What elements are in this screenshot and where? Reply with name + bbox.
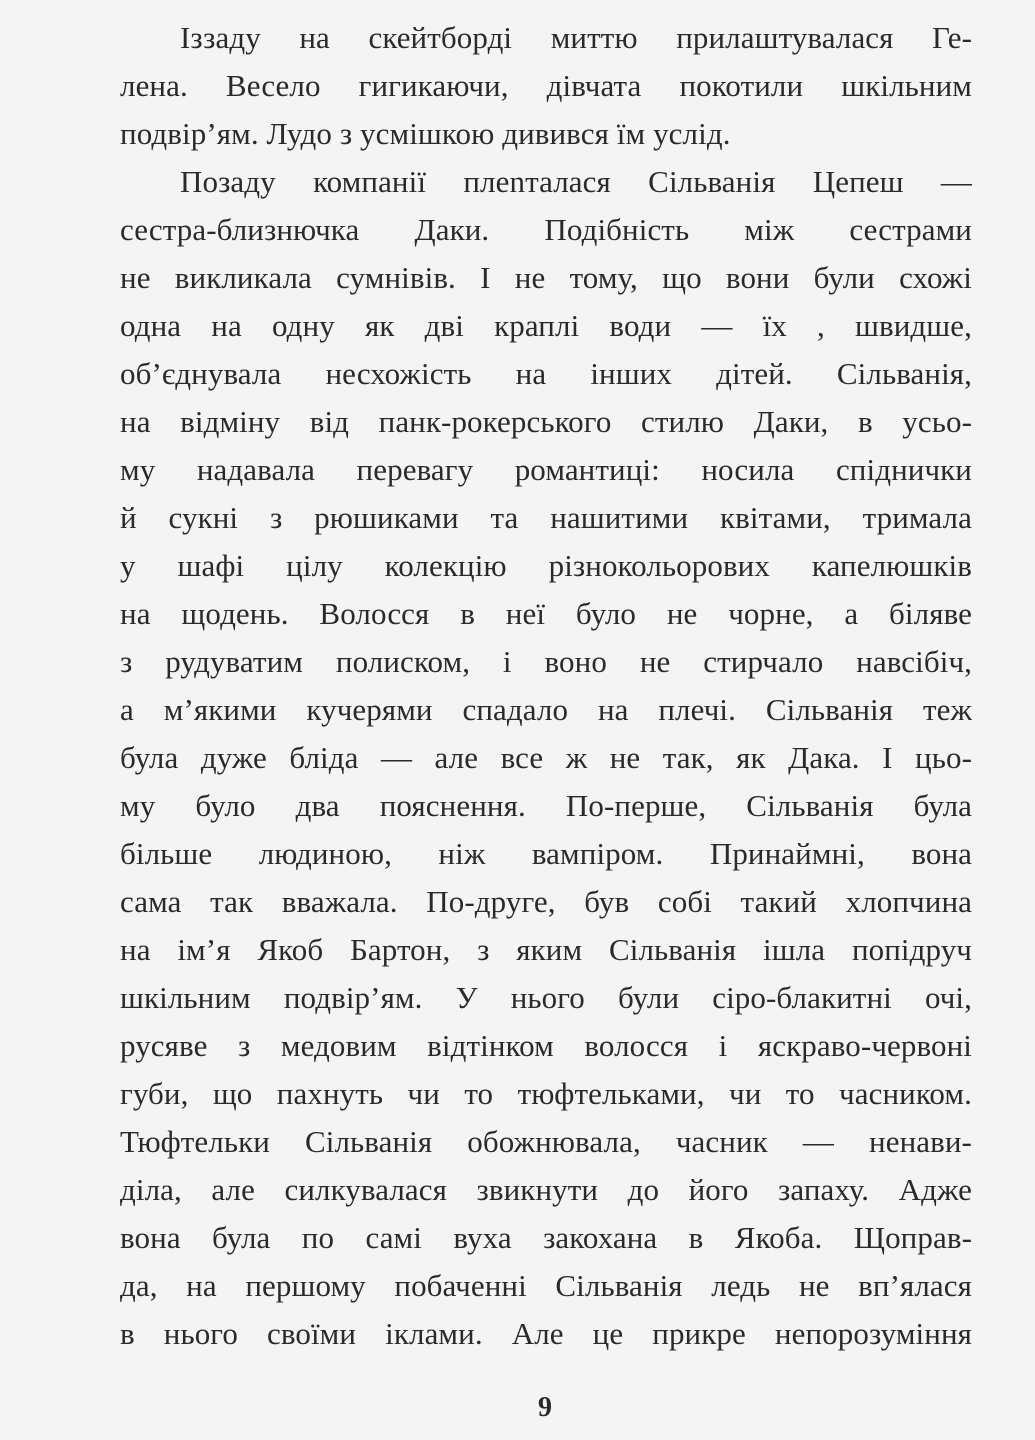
text-line: на ім’я Якоб Бартон, з яким Сільванія ішла попідруч: [120, 932, 972, 967]
text-line: му було два пояснення. По-перше, Сільванія була: [120, 788, 972, 823]
text-line: одна на одну як дві краплі води — їх , швидше,: [120, 308, 972, 343]
text-line: лена. Весело гигикаючи, дівчата покотили шкільним: [120, 68, 972, 103]
book-page-text: [120, 14, 972, 1358]
text-line: русяве з медовим відтінком волосся і яскраво-червоні: [120, 1028, 972, 1063]
text-line: й сукні з рюшиками та нашитими квітами, тримала: [120, 500, 972, 535]
text-line: подвір’ям. Лудо з усмішкою дивився їм услід.: [120, 116, 731, 151]
text-line: шкільним подвір’ям. У нього були сіро-блакитні очі,: [120, 980, 972, 1015]
text-line: сестра-близнючка Даки. Подібність між сестрами: [120, 212, 972, 247]
page-number: 9: [538, 1392, 552, 1423]
text-line: сама так вважала. По-друге, був собі такий хлопчина: [120, 884, 972, 919]
text-line: не викликала сумнівів. І не тому, що вони були схожі: [120, 260, 972, 295]
text-line: на відміну від панк-рокерського стилю Даки, в усьо-: [120, 404, 972, 439]
text-line: в нього своїми іклами. Але це прикре непорозуміння: [120, 1316, 972, 1351]
text-line: Іззаду на скейтборді миттю прилаштувалася Ге-: [180, 20, 972, 55]
text-line: була дуже бліда — але все ж не так, як Дака. І цьо-: [120, 740, 972, 775]
text-line: більше людиною, ніж вампіром. Принаймні, вона: [120, 836, 972, 871]
text-line: з рудуватим полиском, і воно не стирчало навсібіч,: [120, 644, 972, 679]
text-line: діла, але силкувалася звикнути до його запаху. Адже: [120, 1172, 972, 1207]
text-line: да, на першому побаченні Сільванія ледь не вп’ялася: [120, 1268, 972, 1303]
text-line: об’єднувала несхожість на інших дітей. Сільванія,: [120, 356, 972, 391]
text-line: му надавала перевагу романтиці: носила спіднички: [120, 452, 972, 487]
text-line: вона була по самі вуха закохана в Якоба. Щоправ-: [120, 1220, 972, 1255]
text-line: губи, що пахнуть чи то тюфтельками, чи то часником.: [120, 1076, 972, 1111]
text-line: Тюфтельки Сільванія обожнювала, часник — ненави-: [120, 1124, 972, 1159]
text-line: а м’якими кучерями спадало на плечі. Сільванія теж: [120, 692, 972, 727]
text-line: на щодень. Волосся в неї було не чорне, а біляве: [120, 596, 972, 631]
text-line: у шафі цілу колекцію різнокольорових капелюшків: [120, 548, 972, 583]
text-line: Позаду компанії плenталася Сільванія Цепеш —: [180, 164, 972, 199]
